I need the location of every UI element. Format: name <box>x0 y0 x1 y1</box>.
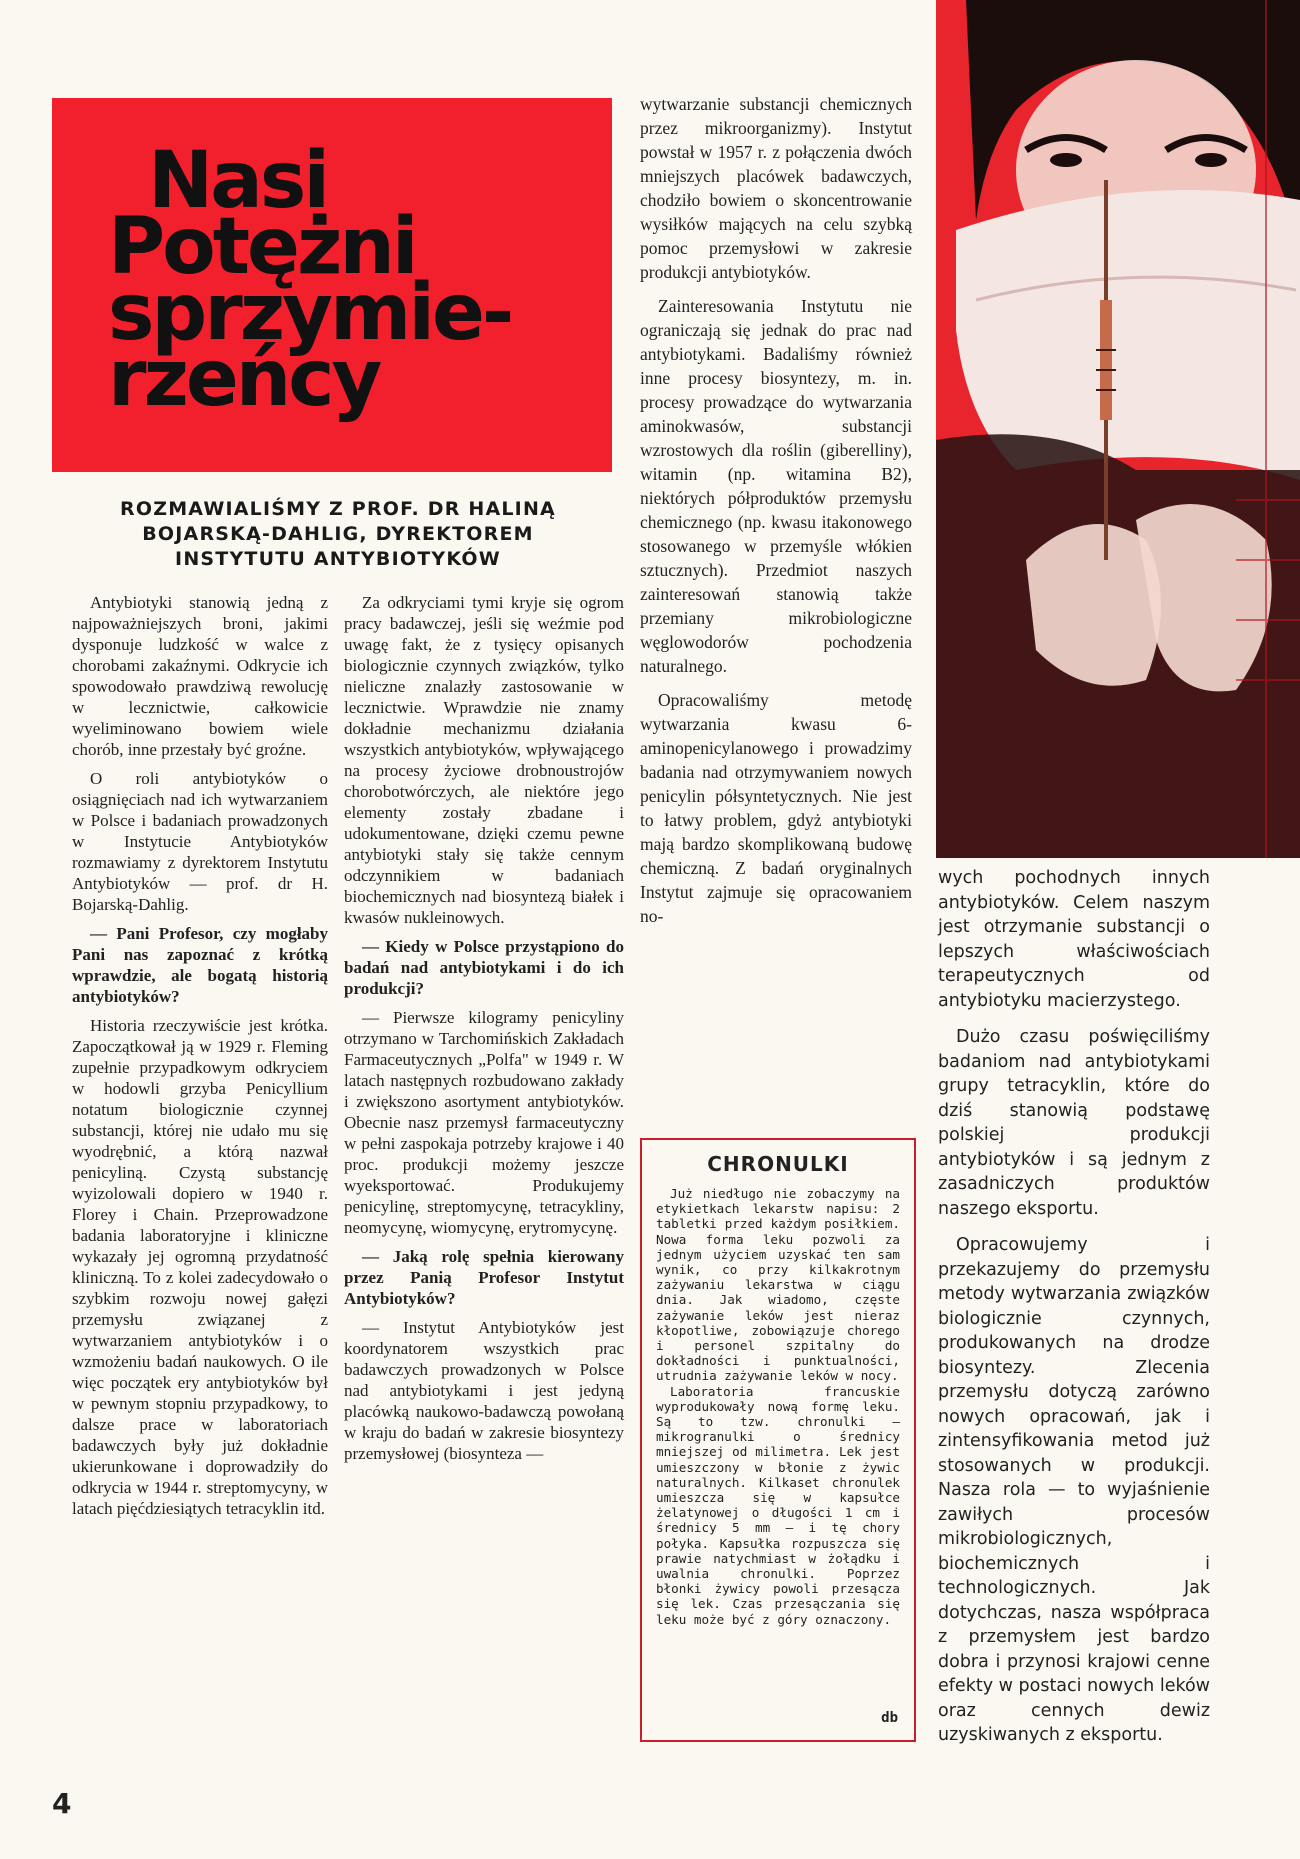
title-line-2: Potężni <box>108 202 416 292</box>
paragraph: Historia rzeczywiście jest krótka. Zapoczątkował ją w 1929 r. Fleming zupełnie przypadkowym odkryciem w hodowli grzyba Penicyllium notatum biologicznie czynnej substancji, której nie udało mu się wyodrębnić, a którą nazwał penicyliną. Czystą substancję wyizolowali dopiero w 1940 r. Florey i Chain. Przeprowadzone badania laboratoryjne i kliniczne wykazały jej ogromną przydatność kliniczną. To z kolei zadecydowało o szybkim rozwoju nowej gałęzi przemysłu związanej z wytwarzaniem antybiotyków i o wzmożeniu badań naukowych. O ile więc początek ery antybiotyków był w pewnym stopniu przypadkowy, to dalsze prace w laboratoriach badawczych były już dokładnie ukierunkowane i doprowadziły do odkrycia w 1944 r. streptomycyny, w latach pięćdziesiątych tetracyklin itd. <box>72 1016 328 1518</box>
paragraph: Zainteresowania Instytutu nie ograniczają się jednak do prac nad antybiotykami. Badaliśmy również inne procesy biosyntezy, m. in. procesy prowadzące do wytwarzania aminokwasów, substancji wzrostowych dla roślin (giberelliny), witamin (np. witamina B2), niektórych półproduktów przemysłu chemicznego (np. kwasu itakonowego stosowanego w przemyśle włókien sztucznych). Przedmiot naszych zainteresowań stanowią także przemiany mikrobiologiczne węglowodorów pochodzenia naturalnego. <box>640 296 912 676</box>
text-column-2 <box>344 592 624 1472</box>
text-column-3 <box>640 92 912 938</box>
subtitle-line-2: BOJARSKĄ-DAHLIG, DYREKTOREM <box>142 523 534 545</box>
article-subtitle <box>82 497 594 572</box>
title-line-3: sprzymie- <box>108 268 512 358</box>
paragraph: Antybiotyki stanowią jedną z najpoważniejszych broni, jakimi dysponuje ludzkość w walce z chorobami zakaźnymi. Odkrycie ich spowodowało prawdziwą rewolucję w lecznictwie, całkowicie wyeliminowano bowiem wiele chorób, inne przestały być groźne. <box>72 593 328 759</box>
chronulki-body <box>656 1186 900 1627</box>
title-block <box>52 98 612 472</box>
paragraph: Opracowaliśmy metodę wytwarzania kwasu 6-aminopenicylanowego i prowadzimy badania nad otrzymywaniem nowych penicylin półsyntetycznych. Nie jest to łatwy problem, gdyż antybiotyki mają bardzo skomplikowaną budowę chemiczną. Z badań oryginalnych Instytut zajmuje się opracowaniem no- <box>640 690 912 926</box>
interview-question: — Kiedy w Polsce przystąpiono do badań nad antybiotykami i do ich produkcji? <box>344 937 624 998</box>
interview-question: — Jaką rolę spełnia kierowany przez Panią Profesor Instytut Antybiotyków? <box>344 1247 624 1308</box>
page-number: 4 <box>52 1787 72 1820</box>
photo-woman-syringe <box>936 0 1300 858</box>
paragraph: wych pochodnych innych antybiotyków. Celem naszym jest otrzymanie substancji o lepszych właściwościach terapeutycznych od antybiotyku macierzystego. <box>938 868 1210 1011</box>
chronulki-box <box>640 1138 916 1742</box>
paragraph: Laboratoria francuskie wyprodukowały nową formę leku. Są to tzw. chronulki — mikrogranulki o średnicy mniejszej od milimetra. Lek jest umieszczony w błonie z żywic naturalnych. Kilkaset chronulek umieszcza się w kapsułce żelatynowej o długości 1 cm i średnicy 5 mm — i tę chory połyka. Kapsułka rozpuszcza się prawie natychmiast w żołądku i uwalnia chronulki. Poprzez błonki żywicy powoli przesącza się lek. Czas przesączania się leku może być z góry oznaczony. <box>656 1383 900 1627</box>
interview-question: — Pani Profesor, czy mogłaby Pani nas zapoznać z krótką wprawdzie, ale bogatą historią antybiotyków? <box>72 924 328 1006</box>
chronulki-signature: db <box>881 1710 898 1726</box>
paragraph: — Pierwsze kilogramy penicyliny otrzymano w Tarchomińskich Zakładach Farmaceutycznych „Polfa" w 1949 r. W latach następnych rozbudowano zakłady i zwiększono asortyment antybiotyków. Obecnie nasz przemysł farmaceutyczny w pełni zaspokaja potrzeby krajowe i 40 proc. produkcji możemy jeszcze wyeksportować. Produkujemy penicylinę, streptomycynę, tetracykliny, neomycynę, wiomycynę, erytromycynę. <box>344 1008 624 1237</box>
paragraph: O roli antybiotyków o osiągnięciach nad ich wytwarzaniem w Polsce i badaniach prowadzonych w Instytucie Antybiotyków rozmawiamy z dyrektorem Instytutu Antybiotyków — prof. dr H. Bojarską-Dahlig. <box>72 769 328 914</box>
paragraph: Dużo czasu poświęciliśmy badaniom nad antybiotykami grupy tetracyklin, które do dziś stanowią podstawę polskiej produkcji antybiotyków i są jednym z zasadniczych produktów naszego eksportu. <box>938 1027 1210 1219</box>
paragraph: wytwarzanie substancji chemicznych przez mikroorganizmy). Instytut powstał w 1957 r. z połączenia dwóch mniejszych placówek badawczych, chodziło bowiem o skoncentrowanie wysiłków mających na celu szybką pomoc przemysłowi w zakresie produkcji antybiotyków. <box>640 94 912 282</box>
text-column-4 <box>938 866 1210 1760</box>
paragraph: Za odkryciami tymi kryje się ogrom pracy badawczej, jeśli się weźmie pod uwagę fakt, że z tysięcy opisanych biologicznie czynnych związków, tylko nieliczne znalazły zastosowanie w lecznictwie. Wprawdzie nie znamy dokładnie mechanizmu działania wszystkich antybiotyków, wpływającego na procesy życiowe drobnoustrojów chorobotwórczych, ale niektóre jego elementy zostały zbadane i udokumentowane, dzięki czemu pewne antybiotyki stały się także cennym odczynnikiem w badaniach biochemicznych nad biosyntezą białek i kwasów nukleinowych. <box>344 593 624 927</box>
title-line-4: rzeńcy <box>108 334 380 424</box>
paragraph: Już niedługo nie zobaczymy na etykietkach lekarstw napisu: 2 tabletki przed każdym posiłkiem. Nowa forma leku pozwoli za jednym użyciem uzyskać ten sam wynik, co przy kilkakrotnym zażywaniu lekarstwa w ciągu dnia. Jak wiadomo, częste zażywanie leków jest nieraz kłopotliwe, zobowiązuje chorego i personel szpitalny do dokładności i punktualności, utrudnia zażywanie leków w nocy. <box>656 1186 900 1384</box>
photo-illustration <box>936 0 1300 858</box>
title-line-1: Nasi <box>148 136 328 226</box>
chronulki-title: CHRONULKI <box>707 1152 849 1176</box>
paragraph: — Instytut Antybiotyków jest koordynatorem wszystkich prac badawczych prowadzonych w Polsce nad antybiotykami i jest jedyną placówką naukowo-badawczą powołaną w kraju do badań w zakresie biosyntezy przemysłowej (biosynteza — <box>344 1318 624 1463</box>
subtitle-line-1: ROZMAWIALIŚMY Z PROF. DR HALINĄ <box>120 498 556 520</box>
text-column-1 <box>72 592 328 1527</box>
article-title <box>108 136 578 424</box>
subtitle-line-3: INSTYTUTU ANTYBIOTYKÓW <box>175 548 501 570</box>
paragraph: Opracowujemy i przekazujemy do przemysłu metody wytwarzania związków biologicznie czynnych, produkowanych na drodze biosyntezy. Zlecenia przemysłu dotyczą zarówno nowych opracowań, jak i zintensyfikowania metod już stosowanych w produkcji. Nasza rola — to wyjaśnienie zawiłych procesów mikrobiologicznych, biochemicznych i technologicznych. Jak dotychczas, nasza współpraca z przemysłem jest bardzo dobra i przynosi krajowi cenne efekty w postaci nowych leków oraz cennych dewiz uzyskiwanych z eksportu. <box>938 1235 1210 1745</box>
